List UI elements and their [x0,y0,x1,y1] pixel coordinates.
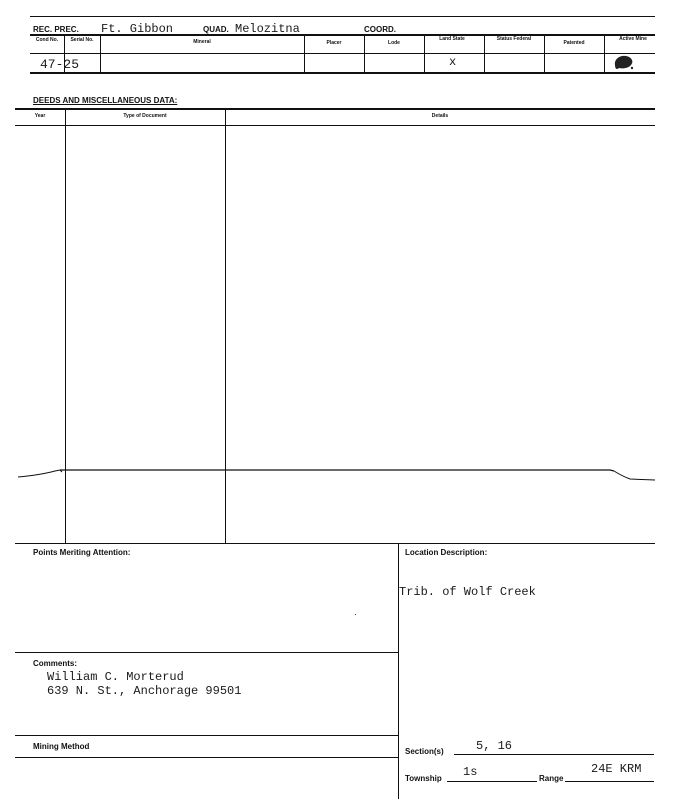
comments-line-2: 639 N. St., Anchorage 99501 [47,684,242,698]
deeds-title: DEEDS AND MISCELLANEOUS DATA: [33,96,178,105]
points-label: Points Meriting Attention: [33,548,131,557]
coord-label: COORD. [364,25,396,34]
col-mineral: Mineral [193,39,211,45]
sections-value: 5, 16 [476,739,513,753]
col-placer: Placer [326,40,342,46]
quad-label: QUAD. [203,25,229,34]
col-cond-no: Cond No. [35,37,59,43]
col-details: Details [431,113,449,119]
col-active-mine: Active Mine [619,36,647,42]
active-mine-blot [612,53,636,71]
quad-value: Melozitna [235,22,300,36]
range-label: Range [539,774,564,783]
land-state-mark: x [449,55,457,69]
comments-label: Comments: [33,659,78,668]
col-status-federal: Status Federal [496,36,532,42]
sections-label: Section(s) [405,747,444,756]
township-label: Township [405,774,442,783]
township-value: 1s [463,765,478,779]
col-patented: Patented [563,40,585,46]
comments-line-1: William C. Morterud [47,670,184,684]
col-lode: Lode [388,40,400,46]
stray-dot [355,614,356,615]
col-type-of-document: Type of Document [123,113,167,119]
col-serial-no: Serial No. [70,37,94,43]
location-label: Location Description: [405,548,488,557]
mining-method-label: Mining Method [33,742,90,751]
cond-no-value: 47-25 [40,57,80,72]
torn-edge [0,460,678,490]
col-year: Year [34,113,46,119]
range-value: 24E KRM [591,762,642,776]
col-land-state: Land State [439,36,465,42]
rec-prec-value: Ft. Gibbon [101,22,174,36]
rec-prec-label: REC. PREC. [33,25,79,34]
location-value: Trib. of Wolf Creek [399,585,536,599]
